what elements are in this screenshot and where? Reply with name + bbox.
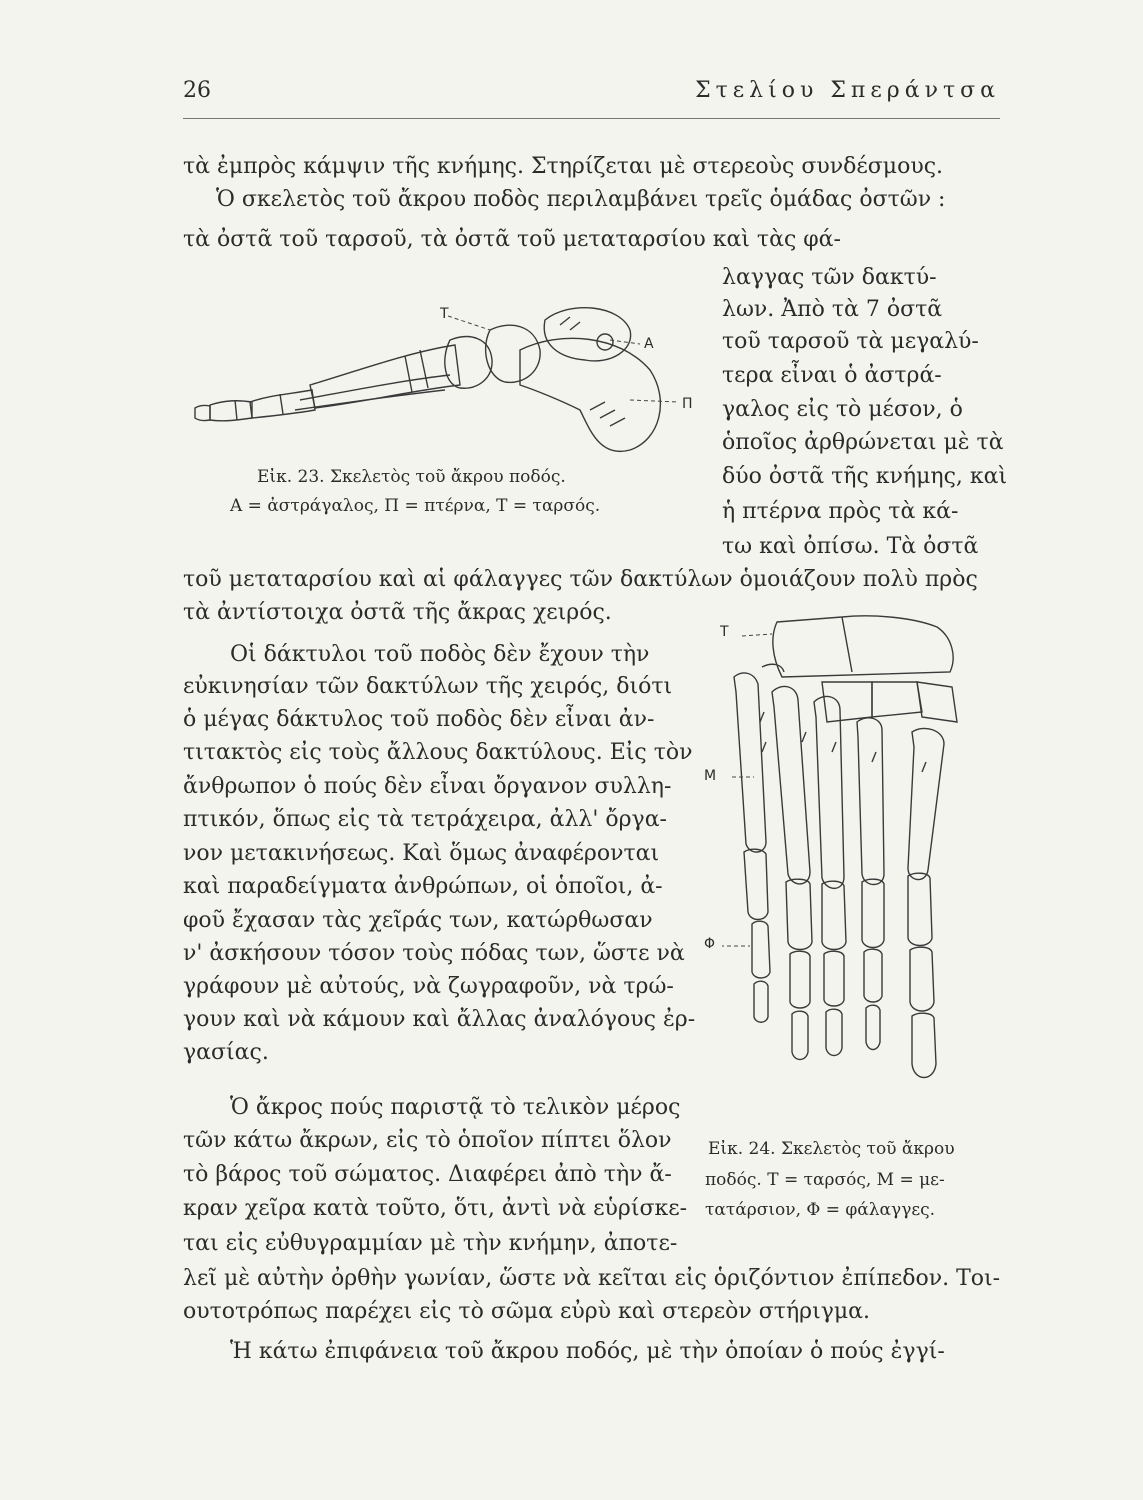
- body-line: Ὁ ἄκρος πούς παριστᾷ τὸ τελικὸν μέρος: [230, 1095, 681, 1120]
- figure-24-caption-legend: τατάρσιον, Φ = φάλαγγες.: [705, 1200, 936, 1220]
- figure-24-caption: Εἰκ. 24. Σκελετὸς τοῦ ἄκρου: [708, 1139, 955, 1159]
- body-line: λεῖ μὲ αὐτὴν ὀρθὴν γωνίαν, ὥστε νὰ κεῖται εἰς ὁριζόντιον ἐπίπεδον. Τοι-: [183, 1266, 1001, 1291]
- body-line: τερα εἶναι ὁ ἀστρά-: [722, 363, 942, 388]
- body-line: ται εἰς εὐθυγραμμίαν μὲ τὴν κνήμην, ἀποτε-: [183, 1231, 678, 1256]
- figure-23-label-p: Π: [682, 396, 693, 412]
- body-line: καὶ παραδείγματα ἀνθρώπων, οἱ ὁποῖοι, ἀ-: [183, 874, 663, 899]
- figure-24-label-t: Τ: [720, 624, 729, 640]
- figure-23-caption-legend: Α = ἀστράγαλος, Π = πτέρνα, Τ = ταρσός.: [230, 496, 601, 516]
- body-line: ὁ μέγας δάκτυλος τοῦ ποδὸς δὲν εἶναι ἀν-: [183, 707, 655, 732]
- figure-24-label-m: Μ: [704, 768, 717, 784]
- body-line: λαγγας τῶν δακτύ-: [722, 265, 937, 290]
- body-line: γασίας.: [183, 1040, 269, 1065]
- body-line: τὰ ἐμπρὸς κάμψιν τῆς κνήμης. Στηρίζεται μὲ στερεοὺς συνδέσμους.: [183, 154, 944, 179]
- body-line: γουν καὶ νὰ κάμουν καὶ ἄλλας ἀναλόγους ἐρ-: [183, 1007, 696, 1032]
- body-line: λων. Ἀπὸ τὰ 7 ὀστᾶ: [722, 297, 943, 322]
- figure-24-foot-top-view: [722, 612, 1002, 1102]
- body-line: εὐκινησίαν τῶν δακτύλων τῆς χειρός, διότι: [183, 674, 673, 699]
- body-line: Οἱ δάκτυλοι τοῦ ποδὸς δὲν ἔχουν τὴν: [230, 642, 650, 667]
- body-line: ἡ πτέρνα πρὸς τὰ κά-: [722, 499, 959, 524]
- body-line: νον μετακινήσεως. Καὶ ὅμως ἀναφέρονται: [183, 841, 660, 866]
- figure-23-label-a: Α: [644, 336, 654, 352]
- figure-23-foot-side-view: [190, 290, 710, 465]
- body-line: τοῦ μεταταρσίου καὶ αἱ φάλαγγες τῶν δακτύλων ὁμοιάζουν πολὺ πρὸς: [183, 567, 978, 592]
- page-header: [183, 78, 1000, 118]
- body-line: ἄνθρωπον ὁ πούς δὲν εἶναι ὄργανον συλλη-: [183, 774, 672, 799]
- body-line: τιτακτὸς εἰς τοὺς ἄλλους δακτύλους. Εἰς τὸν: [183, 740, 693, 765]
- figure-23-label-t: Τ: [440, 306, 449, 322]
- body-line: τῶν κάτω ἄκρων, εἰς τὸ ὁποῖον πίπτει ὅλον: [183, 1128, 672, 1153]
- page-number: 26: [183, 78, 211, 103]
- body-line: τὸ βάρος τοῦ σώματος. Διαφέρει ἀπὸ τὴν ἄ-: [183, 1162, 672, 1187]
- body-line: δύο ὀστᾶ τῆς κνήμης, καὶ: [722, 464, 1008, 489]
- body-line: τω καὶ ὀπίσω. Τὰ ὀστᾶ: [722, 534, 979, 559]
- figure-24-label-f: Φ: [704, 936, 716, 952]
- body-line: τοῦ ταρσοῦ τὰ μεγαλύ-: [722, 329, 979, 354]
- body-line: Ὁ σκελετὸς τοῦ ἄκρου ποδὸς περιλαμβάνει τρεῖς ὁμάδας ὀστῶν :: [216, 187, 946, 212]
- body-line: ουτοτρόπως παρέχει εἰς τὸ σῶμα εὐρὺ καὶ στερεὸν στήριγμα.: [183, 1299, 870, 1324]
- body-line: πτικόν, ὅπως εἰς τὰ τετράχειρα, ἀλλ' ὄργα-: [183, 807, 667, 832]
- body-line: ν' ἀσκήσουν τόσον τοὺς πόδας των, ὥστε νὰ: [183, 941, 685, 966]
- body-line: τὰ ἀντίστοιχα ὀστᾶ τῆς ἄκρας χειρός.: [183, 600, 612, 625]
- body-line: γράφουν μὲ αὐτούς, νὰ ζωγραφοῦν, νὰ τρώ-: [183, 974, 674, 999]
- figure-24-caption-legend: ποδός. Τ = ταρσός, Μ = με-: [705, 1170, 945, 1190]
- header-rule: [183, 118, 1000, 119]
- body-line: γαλος εἰς τὸ μέσον, ὁ: [722, 397, 963, 422]
- body-line: κραν χεῖρα κατὰ τοῦτο, ὅτι, ἀντὶ νὰ εὑρίσκε-: [183, 1196, 688, 1221]
- body-line: Ἡ κάτω ἐπιφάνεια τοῦ ἄκρου ποδός, μὲ τὴν ὁποίαν ὁ πούς ἐγγί-: [230, 1339, 945, 1364]
- running-head: Στελίου Σπεράντσα: [695, 78, 1000, 103]
- figure-23-caption: Εἰκ. 23. Σκελετὸς τοῦ ἄκρου ποδός.: [257, 467, 566, 487]
- body-line: τὰ ὀστᾶ τοῦ ταρσοῦ, τὰ ὀστᾶ τοῦ μεταταρσίου καὶ τὰς φά-: [183, 227, 841, 252]
- body-line: ὁποῖος ἀρθρώνεται μὲ τὰ: [722, 430, 1004, 455]
- body-line: φοῦ ἔχασαν τὰς χεῖράς των, κατώρθωσαν: [183, 908, 653, 933]
